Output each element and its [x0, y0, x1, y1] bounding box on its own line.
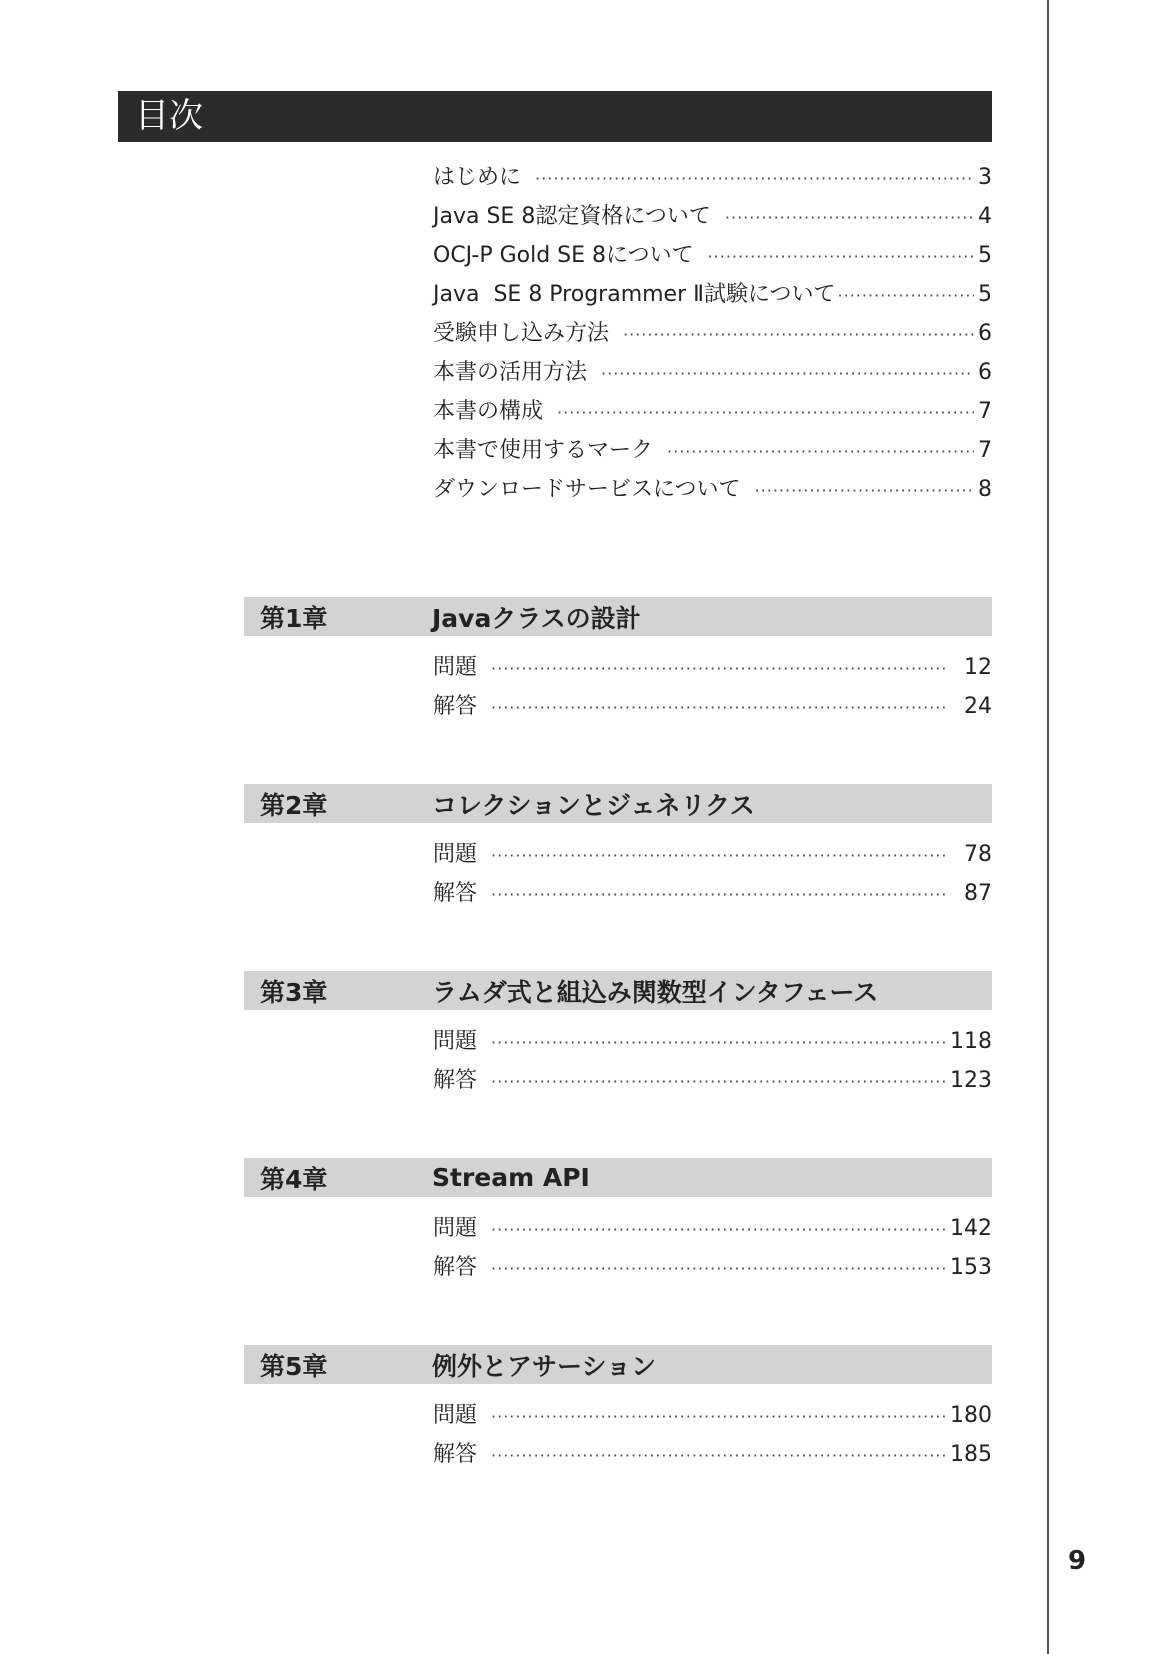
- toc-entry-label: 問題: [433, 1029, 478, 1054]
- toc-entry[interactable]: [433, 353, 992, 392]
- dot-leader: [491, 1023, 946, 1062]
- toc-entry[interactable]: [433, 1435, 992, 1474]
- chapter-heading[interactable]: [244, 1345, 992, 1384]
- dot-leader: [491, 1249, 946, 1288]
- chapter-entries: [433, 1396, 992, 1474]
- toc-entry-label: 問題: [433, 842, 478, 867]
- dot-leader: [623, 315, 974, 354]
- toc-entry-page: 153: [950, 1255, 992, 1280]
- toc-entry-page: 142: [950, 1216, 992, 1241]
- toc-entry-label: ダウンロードサービスについて: [433, 477, 741, 502]
- toc-entry[interactable]: [433, 314, 992, 353]
- toc-entry-page: 7: [978, 438, 992, 463]
- toc-entry-page: 8: [978, 477, 992, 502]
- toc-entry-page: 118: [950, 1029, 992, 1054]
- toc-entry[interactable]: [433, 1248, 992, 1287]
- toc-entry-label: 本書の活用方法: [433, 360, 588, 385]
- chapter-entries: [433, 1022, 992, 1100]
- page-edge-divider: [1047, 0, 1049, 1654]
- toc-entry[interactable]: [433, 1061, 992, 1100]
- dot-leader: [725, 198, 974, 237]
- toc-entry-page: 180: [950, 1403, 992, 1428]
- toc-entry[interactable]: [433, 874, 992, 913]
- toc-entry-page: 4: [978, 204, 992, 229]
- chapter-number: 第5章: [260, 1351, 328, 1381]
- toc-entry[interactable]: [433, 648, 992, 687]
- toc-entry-page: 3: [978, 165, 992, 190]
- dot-leader: [491, 688, 948, 727]
- toc-entry[interactable]: [433, 431, 992, 470]
- toc-entry-page: 185: [950, 1442, 992, 1467]
- chapter-1-section: [244, 597, 992, 726]
- toc-entry-page: 5: [978, 243, 992, 268]
- toc-entry-label: 本書の構成: [433, 399, 544, 424]
- chapter-entries: [433, 1209, 992, 1287]
- page-title: 目次: [118, 91, 992, 142]
- toc-entry-label: 本書で使用するマーク: [433, 438, 654, 463]
- toc-entry-label: はじめに: [433, 165, 522, 190]
- toc-entry[interactable]: [433, 392, 992, 431]
- dot-leader: [708, 237, 974, 276]
- dot-leader: [535, 159, 974, 198]
- dot-leader: [601, 354, 974, 393]
- dot-leader: [491, 1062, 946, 1101]
- toc-entry-label: OCJ-P Gold SE 8について: [433, 243, 694, 268]
- dot-leader: [491, 1210, 946, 1249]
- dot-leader: [667, 432, 974, 471]
- toc-entry-label: 解答: [433, 1068, 478, 1093]
- toc-entry[interactable]: [433, 1396, 992, 1435]
- toc-entry-label: 解答: [433, 1442, 478, 1467]
- dot-leader: [491, 1397, 946, 1436]
- toc-entry-page: 5: [978, 282, 992, 307]
- chapter-entries: [433, 648, 992, 726]
- toc-entry-label: 問題: [433, 1403, 478, 1428]
- dot-leader: [755, 471, 974, 510]
- dot-leader: [491, 649, 948, 688]
- chapter-title: Stream API: [432, 1163, 590, 1192]
- toc-entry-label: 問題: [433, 1216, 478, 1241]
- toc-entry[interactable]: [433, 1209, 992, 1248]
- dot-leader: [491, 836, 948, 875]
- toc-entry-page: 24: [964, 694, 992, 719]
- toc-entry-page: 78: [964, 842, 992, 867]
- chapter-title: コレクションとジェネリクス: [432, 790, 755, 820]
- chapter-number: 第4章: [260, 1164, 328, 1194]
- toc-entry-page: 6: [978, 321, 992, 346]
- toc-entry-label: 解答: [433, 694, 478, 719]
- chapter-2-section: [244, 784, 992, 913]
- toc-entry-label: Java SE 8 Programmer Ⅱ試験について: [433, 282, 836, 307]
- toc-entry-page: 12: [964, 655, 992, 680]
- toc-entry-label: Java SE 8認定資格について: [433, 204, 711, 229]
- chapter-number: 第1章: [260, 603, 328, 633]
- toc-entry[interactable]: [433, 687, 992, 726]
- dot-leader: [838, 276, 974, 315]
- toc-entry-label: 受験申し込み方法: [433, 321, 610, 346]
- chapter-number: 第2章: [260, 790, 328, 820]
- chapter-heading[interactable]: [244, 1158, 992, 1197]
- toc-entry-label: 解答: [433, 1255, 478, 1280]
- chapter-title: ラムダ式と組込み関数型インタフェース: [432, 977, 879, 1007]
- toc-entry-page: 123: [950, 1068, 992, 1093]
- toc-entry-label: 解答: [433, 881, 478, 906]
- toc-entry-page: 6: [978, 360, 992, 385]
- toc-entry[interactable]: [433, 197, 992, 236]
- toc-entry[interactable]: [433, 275, 992, 314]
- chapter-heading[interactable]: [244, 971, 992, 1010]
- chapter-title: 例外とアサーション: [432, 1351, 657, 1381]
- toc-entry[interactable]: [433, 470, 992, 509]
- toc-entry[interactable]: [433, 835, 992, 874]
- chapter-5-section: [244, 1345, 992, 1474]
- toc-entry[interactable]: [433, 1022, 992, 1061]
- chapter-heading[interactable]: [244, 784, 992, 823]
- toc-entry-page: 7: [978, 399, 992, 424]
- chapter-4-section: [244, 1158, 992, 1287]
- toc-entry-page: 87: [964, 881, 992, 906]
- chapter-entries: [433, 835, 992, 913]
- toc-entry[interactable]: [433, 158, 992, 197]
- toc-entry-label: 問題: [433, 655, 478, 680]
- chapter-heading[interactable]: [244, 597, 992, 636]
- front-matter-list: [433, 158, 992, 509]
- chapter-3-section: [244, 971, 992, 1100]
- page-number: 9: [1068, 1546, 1087, 1576]
- dot-leader: [491, 1436, 946, 1475]
- chapter-number: 第3章: [260, 977, 328, 1007]
- toc-entry[interactable]: [433, 236, 992, 275]
- chapter-title: Javaクラスの設計: [432, 603, 641, 633]
- dot-leader: [491, 875, 948, 914]
- dot-leader: [557, 393, 974, 432]
